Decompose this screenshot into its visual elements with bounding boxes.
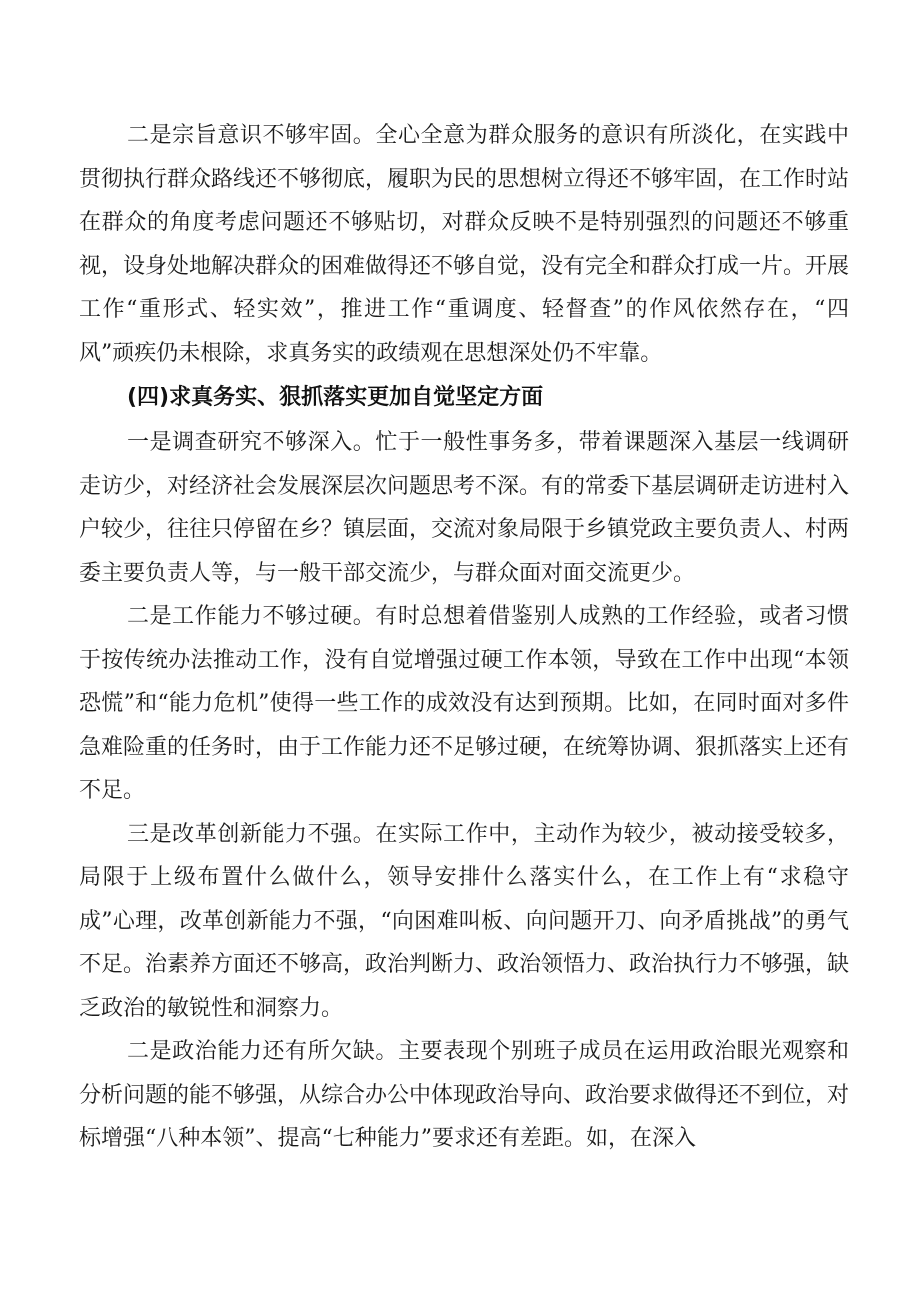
document-body bbox=[79, 114, 849, 1161]
paragraph-reform-innovation: 三是改革创新能力不强。在实际工作中，主动作为较少，被动接受较多，局限于上级布置什么做什么，领导安排什么落实什么，在工作上有“求稳守成”心理，改革创新能力不强，“向困难叫板、向问题开刀、向矛盾挑战”的勇气不足。治素养方面还不够高，政治判断力、政治领悟力、政治执行力不够强，缺乏政治的敏锐性和洞察力。 bbox=[79, 821, 850, 1021]
paragraph-political-ability: 二是政治能力还有所欠缺。主要表现个别班子成员在运用政治眼光观察和分析问题的能不够强，从综合办公中体现政治导向、政治要求做得还不到位，对标增强“八种本领”、提高“七种能力”要求还有差距。如，在深入 bbox=[79, 1039, 850, 1151]
paragraph-work-ability: 二是工作能力不够过硬。有时总想着借鉴别人成熟的工作经验，或者习惯于按传统办法推动工作，没有自觉增强过硬工作本领，导致在工作中出现“本领恐慌”和“能力危机”使得一些工作的成效没有达到预期。比如，在同时面对多件急难险重的任务时，由于工作能力还不足够过硬，在统筹协调、狠抓落实上还有不足。 bbox=[79, 604, 850, 803]
section-heading-four: (四)求真务实、狠抓落实更加自觉坚定方面 bbox=[127, 385, 544, 410]
paragraph-research: 一是调查研究不够深入。忙于一般性事务多，带着课题深入基层一线调研走访少，对经济社会发展深层次问题思考不深。有的常委下基层调研走访进村入户较少，往往只停留在乡？镇层面，交流对象局限于乡镇党政主要负责人、村两委主要负责人等，与一般干部交流少，与群众面对面交流更少。 bbox=[79, 430, 850, 586]
paragraph-purpose-awareness: 二是宗旨意识不够牢固。全心全意为群众服务的意识有所淡化，在实践中贯彻执行群众路线还不够彻底，履职为民的思想树立得还不够牢固，在工作时站在群众的角度考虑问题还不够贴切，对群众反映不是特别强烈的问题还不够重视，设身处地解决群众的困难做得还不够自觉，没有完全和群众打成一片。开展工作“重形式、轻实效”，推进工作“重调度、轻督查”的作风依然存在，“四风”顽疾仍未根除，求真务实的政绩观在思想深处仍不牢靠。 bbox=[79, 123, 850, 366]
